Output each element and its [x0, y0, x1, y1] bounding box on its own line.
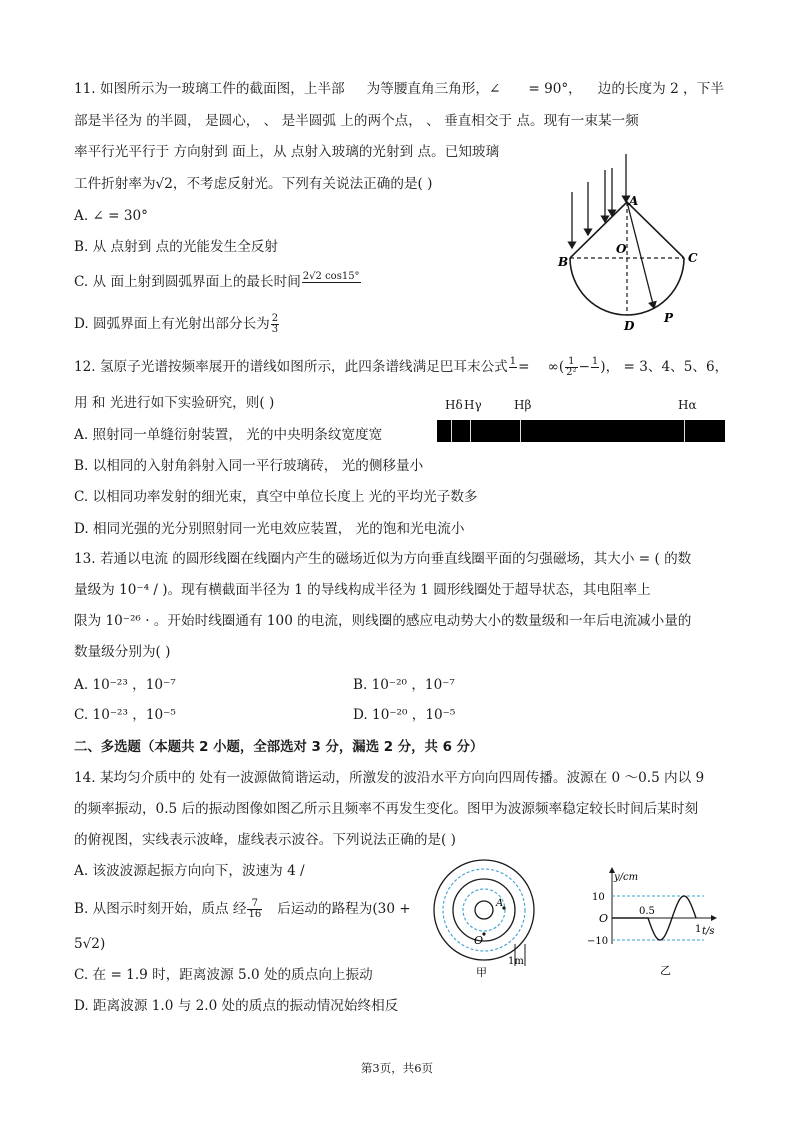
q13-option-b: B. 10⁻²⁰ ，10⁻⁷: [353, 677, 455, 693]
section-2-heading: 二、多选题（本题共 2 小题，全部选对 3 分，漏选 2 分，共 6 分）: [74, 740, 484, 755]
q11-option-d-text: D. 圆弧界面上有光射出部分长为: [74, 316, 270, 332]
spectrum-line-label: Hα: [678, 398, 697, 412]
spectrum-line: [684, 420, 685, 442]
q12-minus: −: [578, 359, 590, 375]
q14-option-b-cont: 5√2): [74, 936, 106, 952]
spectrum-line-label: Hγ: [464, 398, 482, 412]
q13-option-c: C. 10⁻²³ ，10⁻⁵: [74, 707, 176, 723]
q14-line2: 的频率振动，0.5 后的振动图像如图乙所示且频率不再发生变化。图甲为波源频率稳定较长时间后某时刻: [74, 801, 699, 817]
q14-line1: 14. 某均匀介质中的 处有一波源做简谐运动，所激发的波沿水平方向向四周传播。波源在 0 ～0.5 内以 9: [74, 770, 705, 786]
q12-frac-3-num: 1: [591, 356, 599, 367]
q11-option-d-numerator: 2: [271, 313, 279, 324]
wave-top-view-figure: [432, 858, 542, 980]
q11-option-c: [74, 272, 362, 293]
q11-option-c-numerator: 2√2 cos15°: [302, 271, 360, 282]
spectrum-line-label: Hδ: [445, 398, 463, 412]
label-a: A: [496, 898, 504, 909]
q12-frac-1-num: 1: [509, 356, 517, 367]
q13-line3: 限为 10⁻²⁶ · 。开始时线圈通有 100 的电流，则线圈的感应电动势大小的数量级和一年后电流减小量的: [74, 613, 692, 629]
q14-option-b: [74, 899, 411, 920]
q12-line2: 用 和 光进行如下实验研究，则( ): [74, 395, 275, 411]
figure-caption-jia: 甲: [476, 966, 487, 979]
q12-frac-2-den: 2²: [566, 367, 577, 378]
q12-option-d: D. 相同光强的光分别照射同一光电效应装置， 光的饱和光电流小: [74, 521, 465, 537]
q11-option-d: [74, 314, 280, 335]
q11-option-d-denominator: 3: [271, 324, 279, 335]
q11-line2: 部是半径为 的半圆， 是圆心， 、 是半圆弧 上的两个点， 、 垂直相交于 点。现有一束某一频: [74, 113, 639, 129]
q12-option-b: B. 以相同的入射角斜射入同一平行玻璃砖， 光的侧移量小: [74, 458, 424, 474]
label-c: C: [688, 251, 698, 265]
q11-option-b: B. 从 点射到 点的光能发生全反射: [74, 239, 278, 255]
q14-option-b-text1: B. 从图示时刻开始，质点 经: [74, 901, 247, 917]
q14-option-b-num: 7: [247, 899, 262, 910]
q14-option-a: A. 该波波源起振方向向下，波速为 4 /: [74, 863, 305, 879]
t-axis-label: t/s: [702, 926, 715, 937]
y-tick-10: 10: [592, 892, 605, 903]
label-d: D: [624, 319, 635, 333]
label-a: A: [629, 194, 639, 208]
spectrum-line: [451, 420, 452, 442]
trough-circle-outer: [443, 869, 525, 951]
y-tick-minus10: −10: [587, 936, 609, 947]
q12-eq: =: [518, 359, 530, 375]
vibration-graph-figure: [584, 862, 724, 978]
q11-glass-figure: [550, 150, 720, 335]
y-axis-label: y/cm: [614, 872, 639, 883]
q12-option-c: C. 以相同功率发射的细光束，真空中单位长度上 光的平均光子数多: [74, 489, 478, 505]
q14-option-c: C. 在 = 1.9 时，距离波源 5.0 处的质点向上振动: [74, 967, 373, 983]
q11-line1-d: 边的长度为 2 ，下半: [597, 81, 724, 97]
page-footer: 第3页，共6页: [360, 1061, 434, 1075]
q13-line2: 量级为 10⁻⁴ / )。现有横截面半径为 1 的导线构成半径为 1 圆形线圈处于超导状态，其电阻率上: [74, 582, 651, 598]
q11-option-c-fraction: [302, 272, 361, 293]
spectrum-line: [520, 420, 521, 442]
q13-line4: 数量级分别为( ): [74, 644, 171, 660]
q11-line1: [74, 80, 724, 98]
spectrum-line: [470, 420, 471, 442]
q12-frac-2: [565, 357, 577, 378]
q14-option-d: D. 距离波源 1.0 与 2.0 处的质点的振动情况始终相反: [74, 998, 399, 1014]
scale-label: 1m: [508, 956, 524, 967]
q13-option-a: A. 10⁻²³ ，10⁻⁷: [74, 677, 176, 693]
t-tick-0-5: 0.5: [639, 906, 655, 917]
q11-line3: 率平行光平行于 方向射到 面上，从 点射入玻璃的光射到 点。已知玻璃: [74, 144, 500, 160]
q12-inf: ∞(: [547, 359, 565, 375]
q11-option-c-text: C. 从 面上射到圆弧界面上的最长时间: [74, 274, 301, 290]
label-p: P: [664, 311, 674, 325]
t-tick-1: 1: [695, 924, 702, 935]
q12-line1: [74, 357, 728, 378]
q11-line4: 工件折射率为√2，不考虑反射光。下列有关说法正确的是( ): [74, 176, 433, 192]
spectrum-line-label: Hβ: [514, 398, 532, 412]
q12-frac-1: [509, 357, 517, 378]
q12-option-a: A. 照射同一单缝衍射装置， 光的中央明条纹宽度宽: [74, 427, 383, 443]
q11-line1-a: 11. 如图所示为一玻璃工件的截面图，上半部: [74, 81, 345, 97]
trough-circle-inner: [463, 889, 505, 931]
figure-caption-yi: 乙: [660, 964, 671, 977]
crest-circle-center: [475, 901, 493, 919]
q14-line3: 的俯视图，实线表示波峰，虚线表示波谷。下列说法正确的是( ): [74, 832, 456, 848]
crest-circle-inner: [453, 879, 515, 941]
q11-option-a: A. ∠ = 30°: [74, 208, 148, 224]
q11-line1-c: = 90°，: [528, 81, 582, 97]
q12-frac-2-num: 1: [565, 357, 577, 368]
crest-circle-outer: [434, 860, 534, 960]
label-o: O: [474, 934, 484, 947]
q13-option-d: D. 10⁻²⁰ ，10⁻⁵: [353, 707, 456, 723]
label-o: O: [616, 242, 627, 256]
refracted-ray: [627, 202, 654, 308]
q13-line1: 13. 若通以电流 的圆形线圈在线圈内产生的磁场近似为方向垂直线圈平面的匀强磁场，其大小 = ( 的数: [74, 551, 692, 567]
spectrum-bar: [437, 420, 725, 442]
q14-option-b-fraction: [247, 899, 262, 920]
q12-line1-e: )， = 3、4、5、6，: [600, 359, 729, 375]
q14-option-b-text2: 后运动的路程为(30 +: [277, 901, 411, 917]
spectrum-labels: [437, 398, 725, 416]
q11-option-d-fraction: [271, 314, 279, 335]
q11-line1-b: 为等腰直角三角形，∠: [366, 81, 501, 97]
q14-option-b-den: 16: [248, 909, 262, 920]
label-b: B: [558, 255, 569, 269]
spectrum-figure: [437, 398, 725, 444]
origin-label: O: [599, 912, 609, 925]
q12-line1-a: 12. 氢原子光谱按频率展开的谱线如图所示，此四条谱线满足巴耳末公式: [74, 359, 508, 375]
q12-frac-3: [591, 357, 599, 378]
